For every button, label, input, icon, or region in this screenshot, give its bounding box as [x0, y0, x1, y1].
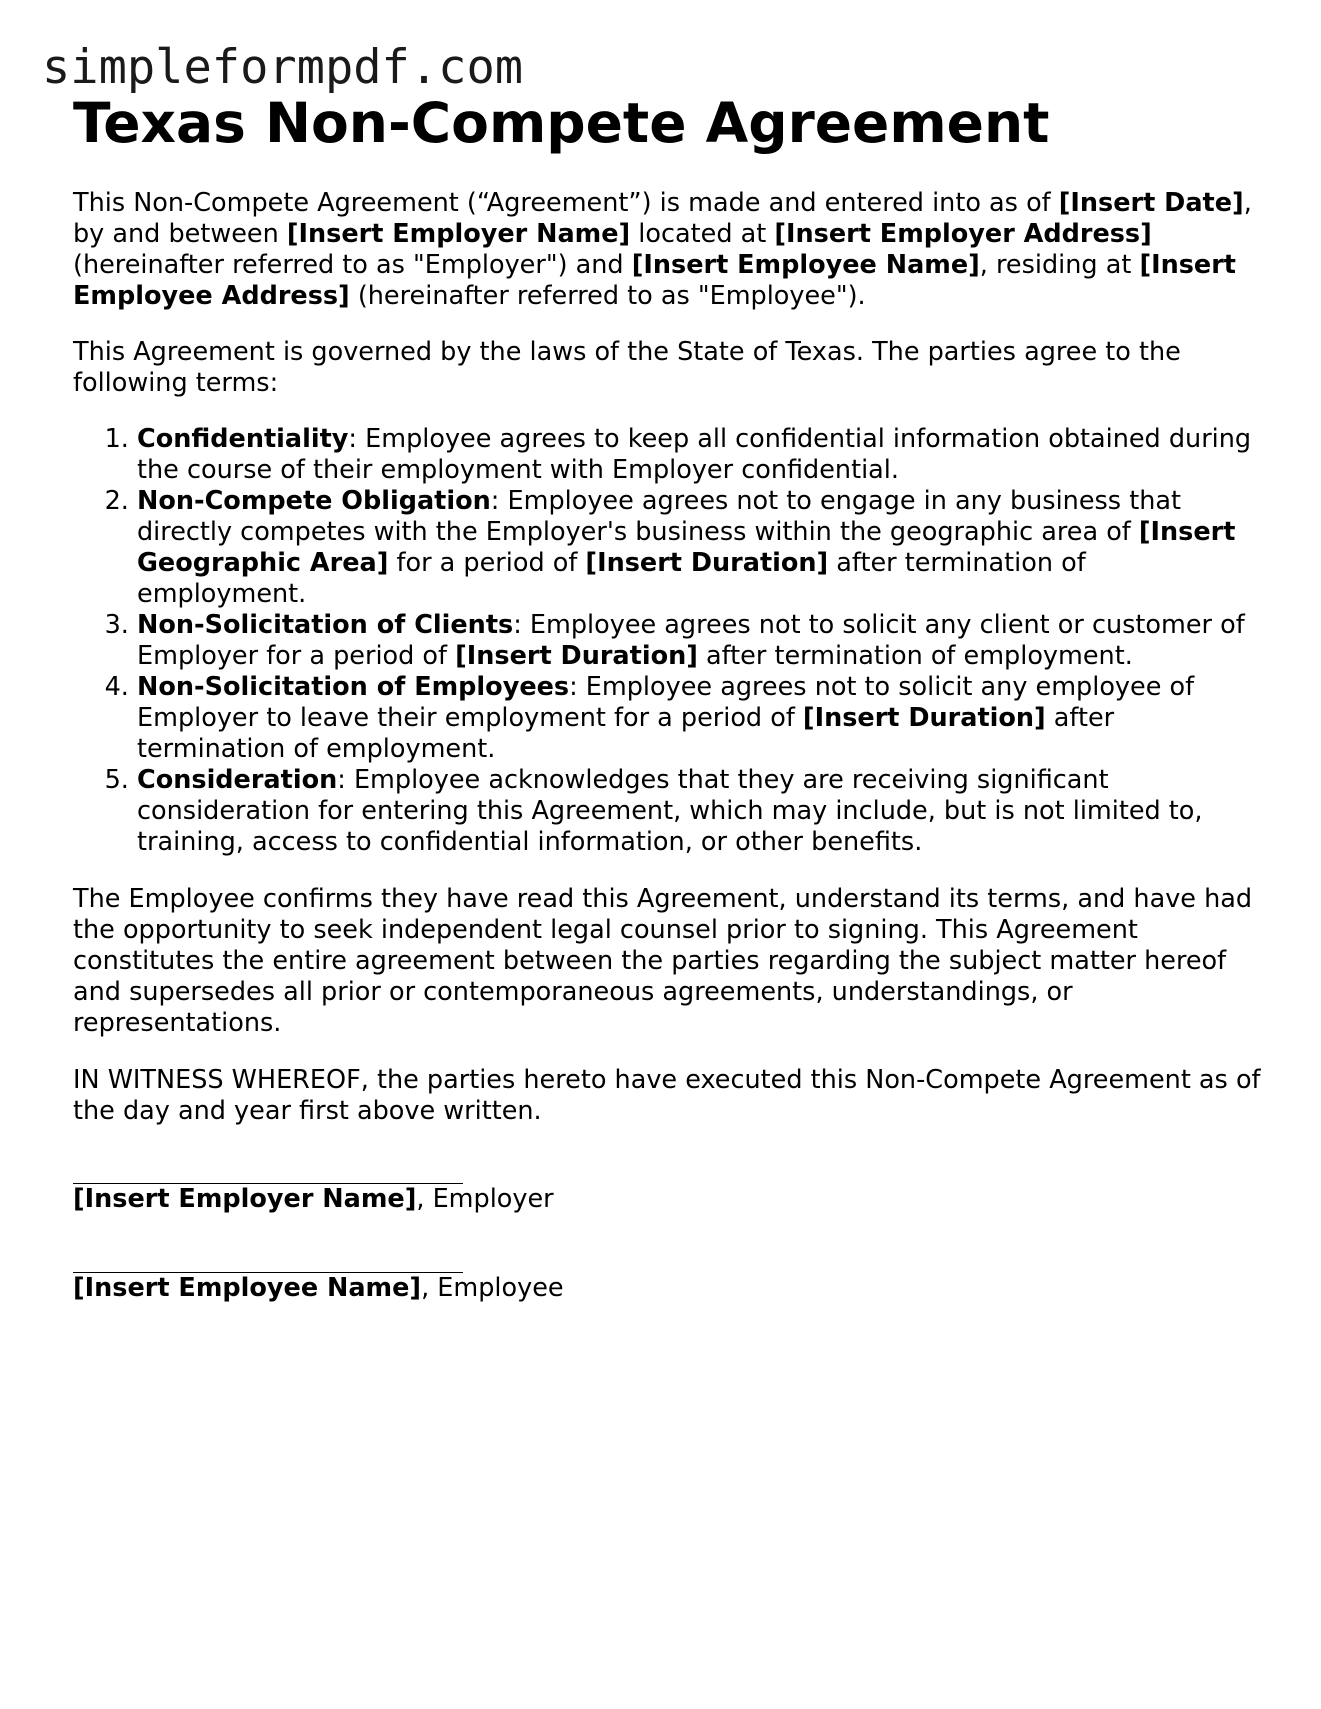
term-non-solicitation-clients	[137, 610, 1263, 672]
document-page	[73, 88, 1263, 1304]
terms-list	[73, 424, 1263, 858]
signature-label	[73, 1273, 1263, 1304]
term-text: : Employee acknowledges that they are receiving significant consideration for entering this Agreement, which may include, but is not limited to, training, access to confidential information, or other benefits.	[137, 765, 1203, 857]
intro-text: (hereinafter referred to as "Employee").	[349, 281, 866, 311]
employee-name-placeholder: [Insert Employee Name]	[73, 1273, 422, 1303]
intro-text: , by and between	[73, 188, 1252, 249]
term-text: : Employee agrees to keep all confidential information obtained during the course of their employment with Employer confidential.	[137, 424, 1252, 485]
term-non-compete	[137, 486, 1263, 610]
signature-label	[73, 1184, 1263, 1215]
employee-name-placeholder: [Insert Employee Name]	[631, 250, 980, 280]
date-placeholder: [Insert Date]	[1058, 188, 1244, 218]
duration-placeholder: [Insert Duration]	[802, 703, 1046, 733]
term-non-solicitation-employees	[137, 672, 1263, 765]
witness-paragraph: IN WITNESS WHEREOF, the parties hereto have executed this Non-Compete Agreement as of the day and year first above written.	[73, 1065, 1261, 1126]
duration-placeholder: [Insert Duration]	[585, 548, 829, 578]
document-title: Texas Non-Compete Agreement	[73, 91, 1050, 155]
term-text: : Employee agrees not to engage in any business that directly competes with the Employer's business within the geographic area of	[137, 486, 1181, 547]
term-text: after termination of employment.	[137, 548, 1086, 609]
term-text: for a period of	[388, 548, 586, 578]
term-text: after termination of employment.	[137, 703, 1115, 764]
duration-placeholder: [Insert Duration]	[455, 641, 698, 671]
term-heading: Non-Compete Obligation	[137, 486, 491, 516]
term-text: : Employee agrees not to solicit any client or customer of Employer for a period of	[137, 610, 1245, 671]
term-heading: Consideration	[137, 765, 338, 795]
term-text: after termination of employment.	[697, 641, 1133, 671]
signature-line[interactable]	[73, 1242, 463, 1273]
intro-text: located at	[630, 219, 775, 249]
employee-address-placeholder: [Insert Employee Address]	[73, 250, 1236, 311]
term-confidentiality	[137, 424, 1263, 486]
term-heading: Non-Solicitation of Employees	[137, 672, 570, 702]
governing-law-paragraph: This Agreement is governed by the laws of the State of Texas. The parties agree to the following terms:	[73, 337, 1181, 398]
employer-signature-block	[73, 1153, 1263, 1215]
employee-signature-block	[73, 1242, 1263, 1304]
employer-name-placeholder: [Insert Employer Name]	[73, 1184, 417, 1214]
term-heading: Non-Solicitation of Clients	[137, 610, 514, 640]
signature-role: , Employer	[416, 1184, 554, 1214]
term-heading: Confidentiality	[137, 424, 349, 454]
intro-paragraph	[73, 188, 1263, 312]
employer-name-placeholder: [Insert Employer Name]	[286, 219, 631, 249]
confirmation-paragraph: The Employee confirms they have read this Agreement, understand its terms, and have had the opportunity to seek independent legal counsel prior to signing. This Agreement constitutes the entire agreement between the parties regarding the subject matter hereof and supersedes all prior or contemporaneous agreements, understandings, or representations.	[73, 884, 1253, 1038]
geographic-area-placeholder: [Insert Geographic Area]	[137, 517, 1236, 578]
intro-text: , residing at	[979, 250, 1140, 280]
term-text: : Employee agrees not to solicit any employee of Employer to leave their employment for a period of	[137, 672, 1195, 733]
term-consideration	[137, 765, 1263, 858]
intro-text: This Non-Compete Agreement (“Agreement”) is made and entered into as of	[73, 188, 1059, 218]
intro-text: (hereinafter referred to as "Employer") and	[73, 250, 632, 280]
employer-address-placeholder: [Insert Employer Address]	[774, 219, 1152, 249]
watermark-text: simpleformpdf.com	[42, 40, 524, 95]
signature-line[interactable]	[73, 1153, 463, 1184]
signature-role: , Employee	[421, 1273, 564, 1303]
